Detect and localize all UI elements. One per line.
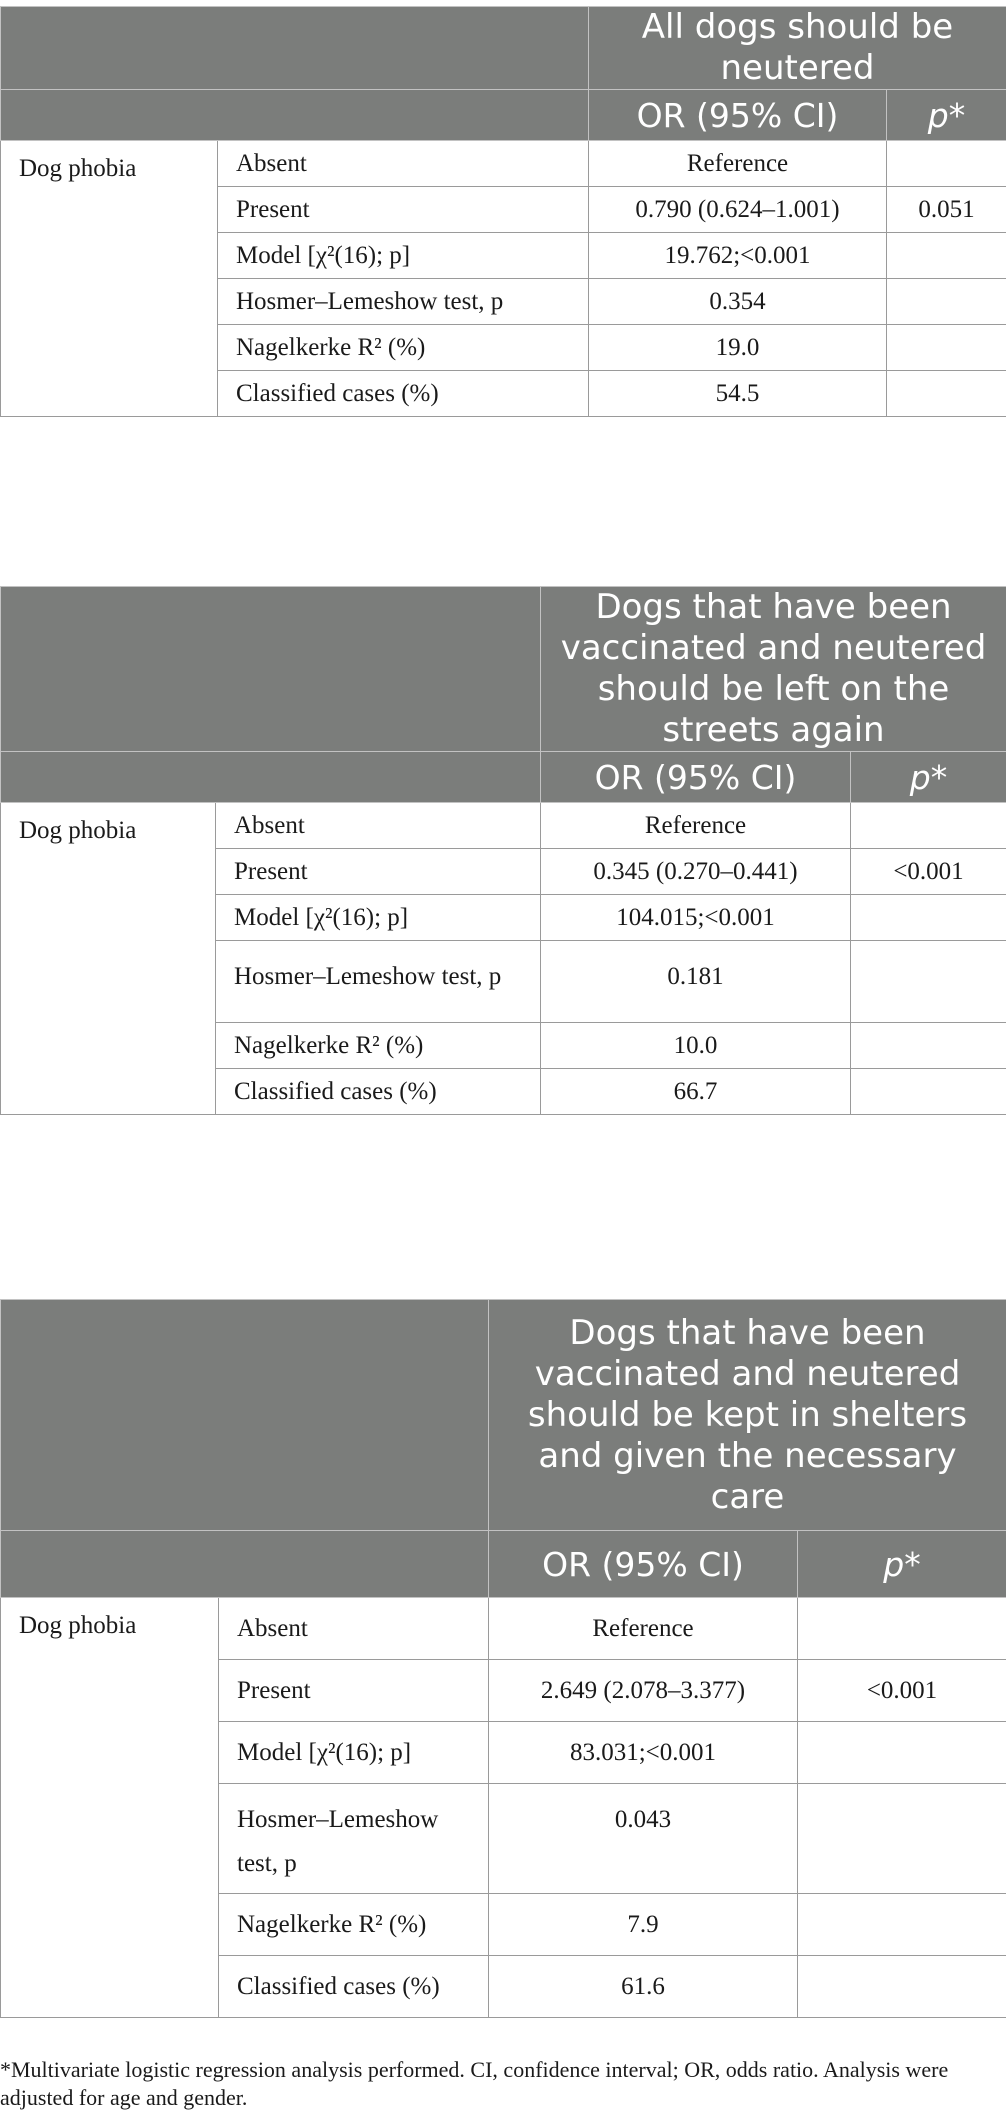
table-footnote: *Multivariate logistic regression analysis performed. CI, confidence interval; OR, odds ratio. Analysis were adjusted for age and gender. (0, 2057, 949, 2110)
row-label: Present (219, 1660, 489, 1722)
p-value (887, 279, 1006, 325)
or-value: 104.015;<0.001 (541, 895, 851, 941)
or-value: 7.9 (489, 1894, 798, 1956)
or-value: 54.5 (589, 371, 887, 417)
col-header-or: OR (95% CI) (541, 752, 851, 803)
p-value (851, 1069, 1006, 1115)
regression-table-2 (0, 586, 1006, 1115)
outcome-title: Dogs that have been vaccinated and neutered should be kept in shelters and given the necessary care (489, 1300, 1006, 1531)
p-value (798, 1784, 1006, 1894)
p-value (851, 803, 1006, 849)
or-value: Reference (489, 1598, 798, 1660)
group-label: Dog phobia (1, 803, 216, 1115)
group-label: Dog phobia (1, 141, 218, 417)
col-header-p: p* (883, 1544, 921, 1584)
header-blank (1, 1531, 489, 1598)
row-label: Absent (218, 141, 589, 187)
row-label: Classified cases (%) (219, 1956, 489, 2018)
col-header-or: OR (95% CI) (589, 90, 887, 141)
col-header-p: p* (909, 757, 948, 797)
header-blank (1, 1300, 489, 1531)
row-label: Model [χ²(16); p] (219, 1722, 489, 1784)
row-label: Classified cases (%) (216, 1069, 541, 1115)
row-label: Nagelkerke R² (%) (218, 325, 589, 371)
p-value (851, 1023, 1006, 1069)
p-value (798, 1722, 1006, 1784)
p-value (851, 941, 1006, 1023)
row-label: Hosmer–Lemeshow test, p (218, 279, 589, 325)
or-value: Reference (541, 803, 851, 849)
or-value: 0.181 (541, 941, 851, 1023)
or-value: 0.790 (0.624–1.001) (589, 187, 887, 233)
row-label: Nagelkerke R² (%) (219, 1894, 489, 1956)
p-value (798, 1894, 1006, 1956)
or-value: 0.354 (589, 279, 887, 325)
row-label: Present (216, 849, 541, 895)
regression-table-3 (0, 1299, 1006, 2018)
or-value: 2.649 (2.078–3.377) (489, 1660, 798, 1722)
or-value: 61.6 (489, 1956, 798, 2018)
row-label: Present (218, 187, 589, 233)
or-value: 19.0 (589, 325, 887, 371)
row-label: Hosmer–Lemeshow test, p (216, 941, 541, 1023)
or-value: 66.7 (541, 1069, 851, 1115)
row-label: Model [χ²(16); p] (216, 895, 541, 941)
or-value: 19.762;<0.001 (589, 233, 887, 279)
p-value: 0.051 (887, 187, 1006, 233)
p-value (851, 895, 1006, 941)
group-label: Dog phobia (1, 1598, 219, 2018)
or-value: 10.0 (541, 1023, 851, 1069)
p-value: <0.001 (798, 1660, 1006, 1722)
p-value (887, 371, 1006, 417)
header-blank (1, 7, 589, 90)
or-value: 83.031;<0.001 (489, 1722, 798, 1784)
header-blank (1, 752, 541, 803)
col-header-p: p* (927, 95, 966, 135)
row-label: Hosmer–Lemeshow test, p (219, 1784, 489, 1894)
row-label: Absent (216, 803, 541, 849)
p-value (798, 1956, 1006, 2018)
row-label: Classified cases (%) (218, 371, 589, 417)
row-label: Nagelkerke R² (%) (216, 1023, 541, 1069)
or-value: 0.345 (0.270–0.441) (541, 849, 851, 895)
row-label: Absent (219, 1598, 489, 1660)
p-value (887, 233, 1006, 279)
p-value (887, 141, 1006, 187)
p-value: <0.001 (851, 849, 1006, 895)
or-value: Reference (589, 141, 887, 187)
row-label: Model [χ²(16); p] (218, 233, 589, 279)
p-value (887, 325, 1006, 371)
regression-table-1 (0, 6, 1006, 417)
header-blank (1, 90, 589, 141)
or-value: 0.043 (489, 1784, 798, 1894)
header-blank (1, 587, 541, 752)
p-value (798, 1598, 1006, 1660)
col-header-or: OR (95% CI) (489, 1531, 798, 1598)
outcome-title: All dogs should be neutered (589, 7, 1006, 90)
outcome-title: Dogs that have been vaccinated and neutered should be left on the streets again (541, 587, 1006, 752)
